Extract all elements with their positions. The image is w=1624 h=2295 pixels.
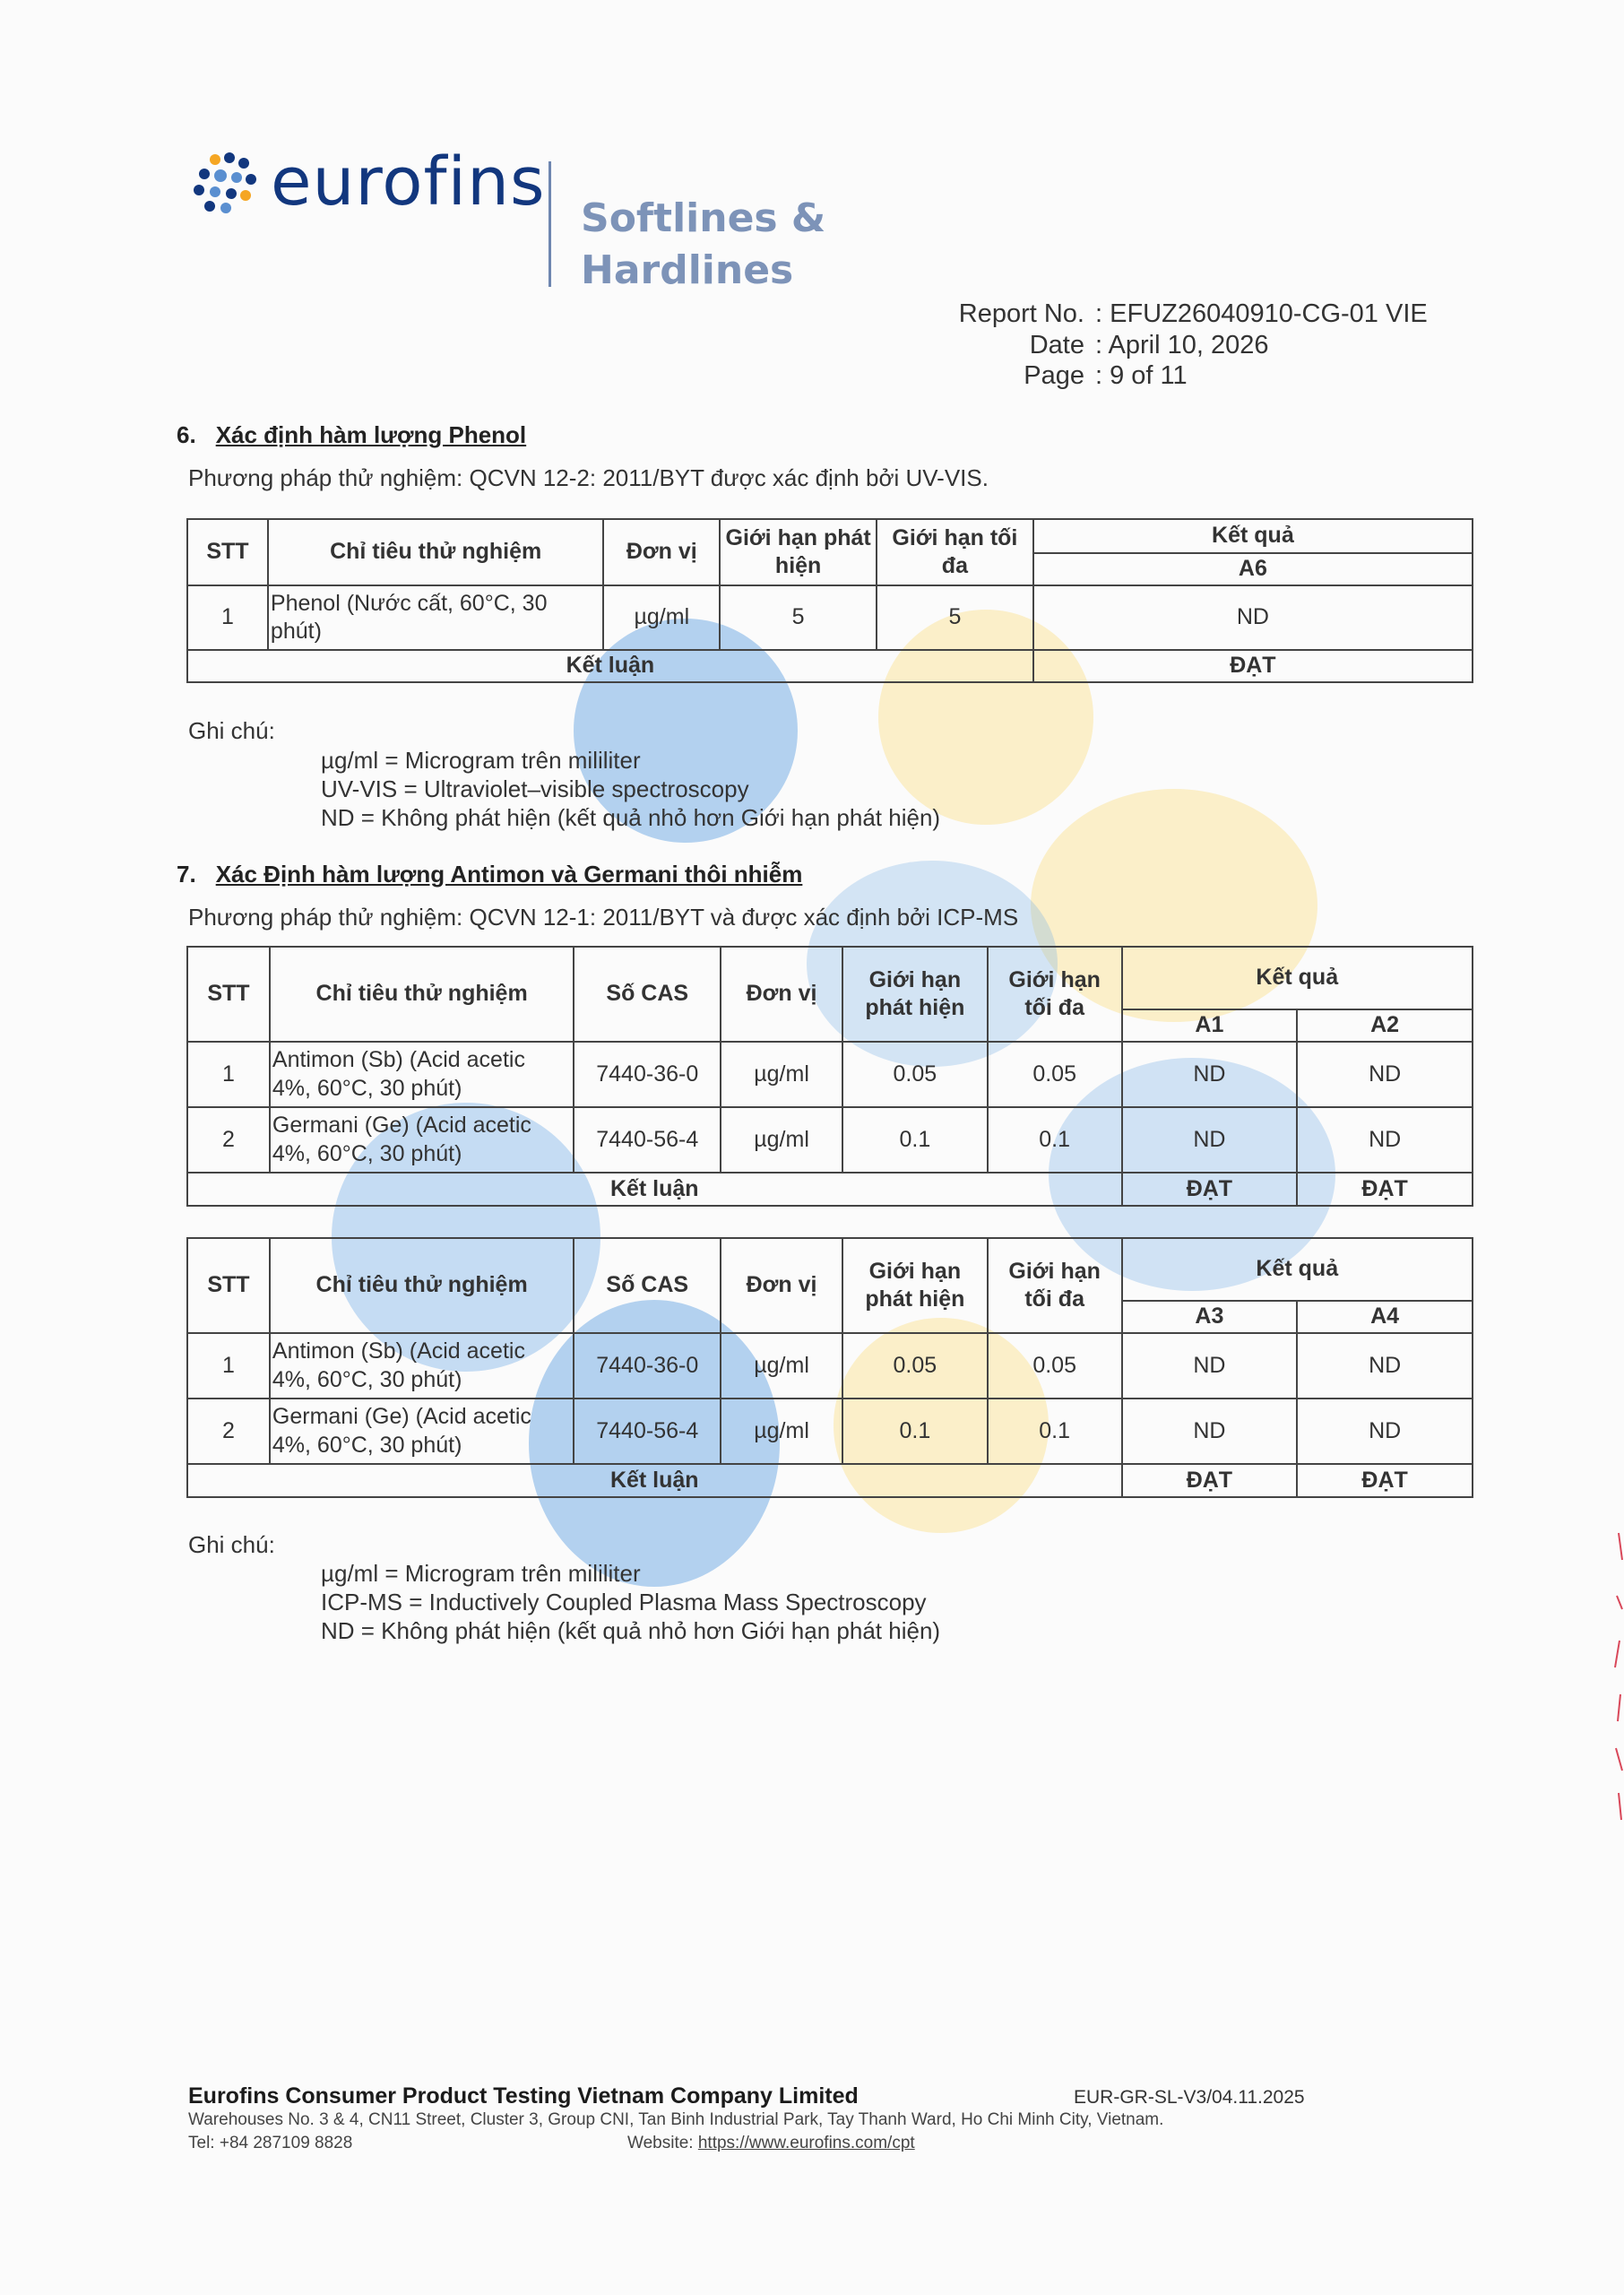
cell-result-a3: ND xyxy=(1122,1333,1298,1399)
col-cas: Số CAS xyxy=(574,947,721,1042)
report-meta-values xyxy=(1095,299,1472,398)
conclusion-label: Kết luận xyxy=(187,1464,1122,1497)
section-6-note: µg/ml = Microgram trên mililiter xyxy=(321,747,641,774)
section-7-note: ND = Không phát hiện (kết quả nhỏ hơn Giới hạn phát hiện) xyxy=(321,1617,941,1644)
cell-cas: 7440-36-0 xyxy=(574,1042,721,1107)
col-cas: Số CAS xyxy=(574,1238,721,1333)
cell-result-a1: ND xyxy=(1122,1107,1298,1173)
footer-form-code: EUR-GR-SL-V3/04.11.2025 xyxy=(1074,2087,1305,2108)
cell-test-item: Antimon (Sb) (Acid acetic 4%, 60°C, 30 phút) xyxy=(270,1333,574,1399)
section-6-method: Phương pháp thử nghiệm: QCVN 12-2: 2011/BYT được xác định bởi UV-VIS. xyxy=(188,464,989,491)
col-lod: Giới hạn phát hiện xyxy=(720,519,877,585)
report-meta-labels xyxy=(860,299,1084,398)
footer-website-label: Website: xyxy=(627,2134,694,2152)
table-row xyxy=(187,1333,1473,1399)
col-stt: STT xyxy=(187,519,268,585)
cell-max: 5 xyxy=(877,585,1033,650)
phenol-table xyxy=(186,518,1473,683)
table-row xyxy=(187,585,1473,650)
col-test-item: Chỉ tiêu thử nghiệm xyxy=(268,519,603,585)
cell-lod: 5 xyxy=(720,585,877,650)
date-label: Date xyxy=(1029,331,1084,359)
cell-lod: 0.1 xyxy=(842,1107,988,1173)
section-6-note: UV-VIS = Ultraviolet–visible spectroscopy xyxy=(321,775,749,802)
conclusion-value: ĐẠT xyxy=(1033,650,1473,682)
cell-stt: 2 xyxy=(187,1107,270,1173)
col-sample-a3: A3 xyxy=(1122,1301,1298,1333)
footer-tel: Tel: +84 287109 8828 xyxy=(188,2134,353,2152)
section-6-number: 6. xyxy=(177,421,196,448)
cell-result-a2: ND xyxy=(1297,1042,1473,1107)
eurofins-logo xyxy=(188,143,546,224)
col-max: Giới hạn tối đa xyxy=(877,519,1033,585)
col-stt: STT xyxy=(187,947,270,1042)
brand-line-2: Hardlines xyxy=(581,247,794,293)
cell-max: 0.05 xyxy=(988,1042,1122,1107)
section-6-notes-heading: Ghi chú: xyxy=(188,717,275,744)
page-value: : 9 of 11 xyxy=(1095,361,1188,390)
col-stt: STT xyxy=(187,1238,270,1333)
antimon-germani-table-1 xyxy=(186,946,1473,1207)
col-sample-a1: A1 xyxy=(1122,1009,1298,1042)
section-7-title xyxy=(177,861,802,888)
cell-max: 0.05 xyxy=(988,1333,1122,1399)
antimon-germani-table-2 xyxy=(186,1237,1473,1498)
cell-max: 0.1 xyxy=(988,1107,1122,1173)
cell-result-a3: ND xyxy=(1122,1399,1298,1464)
cell-test-item: Phenol (Nước cất, 60°C, 30 phút) xyxy=(268,585,603,650)
partial-stamp-icon xyxy=(1611,1524,1624,1829)
section-7-note: ICP-MS = Inductively Coupled Plasma Mass Spectroscopy xyxy=(321,1589,927,1615)
col-test-item: Chỉ tiêu thử nghiệm xyxy=(270,947,574,1042)
col-lod: Giới hạn phát hiện xyxy=(842,947,988,1042)
conclusion-value-a3: ĐẠT xyxy=(1122,1464,1298,1497)
conclusion-label: Kết luận xyxy=(187,650,1033,682)
cell-stt: 2 xyxy=(187,1399,270,1464)
section-7-number: 7. xyxy=(177,861,196,888)
eurofins-logo-icon xyxy=(188,151,262,224)
cell-stt: 1 xyxy=(187,1042,270,1107)
header-divider xyxy=(549,161,551,287)
conclusion-value-a4: ĐẠT xyxy=(1297,1464,1473,1497)
report-no-value: : EFUZ26040910-CG-01 VIE xyxy=(1095,299,1428,328)
cell-test-item: Antimon (Sb) (Acid acetic 4%, 60°C, 30 phút) xyxy=(270,1042,574,1107)
table-row xyxy=(187,1107,1473,1173)
col-unit: Đơn vị xyxy=(721,947,842,1042)
report-no-label: Report No. xyxy=(958,299,1084,328)
col-sample-a4: A4 xyxy=(1297,1301,1473,1333)
cell-cas: 7440-56-4 xyxy=(574,1399,721,1464)
col-unit: Đơn vị xyxy=(721,1238,842,1333)
section-6-note: ND = Không phát hiện (kết quả nhỏ hơn Giới hạn phát hiện) xyxy=(321,804,941,831)
cell-result-a4: ND xyxy=(1297,1333,1473,1399)
cell-result: ND xyxy=(1033,585,1473,650)
table-row xyxy=(187,1042,1473,1107)
footer-address: Warehouses No. 3 & 4, CN11 Street, Cluster 3, Group CNI, Tan Binh Industrial Park, Tay Thanh Ward, Ho Chi Minh City, Vietnam. xyxy=(188,2110,1164,2129)
cell-test-item: Germani (Ge) (Acid acetic 4%, 60°C, 30 phút) xyxy=(270,1107,574,1173)
col-lod: Giới hạn phát hiện xyxy=(842,1238,988,1333)
conclusion-row xyxy=(187,1464,1473,1497)
conclusion-value-a1: ĐẠT xyxy=(1122,1173,1298,1206)
cell-max: 0.1 xyxy=(988,1399,1122,1464)
col-sample-a6: A6 xyxy=(1033,553,1473,585)
col-max: Giới hạn tối đa xyxy=(988,947,1122,1042)
col-unit: Đơn vị xyxy=(603,519,720,585)
section-7-method: Phương pháp thử nghiệm: QCVN 12-1: 2011/BYT và được xác định bởi ICP-MS xyxy=(188,904,1019,931)
section-7-note: µg/ml = Microgram trên mililiter xyxy=(321,1560,641,1587)
cell-cas: 7440-36-0 xyxy=(574,1333,721,1399)
footer-website xyxy=(627,2134,915,2153)
cell-stt: 1 xyxy=(187,585,268,650)
conclusion-value-a2: ĐẠT xyxy=(1297,1173,1473,1206)
cell-lod: 0.1 xyxy=(842,1399,988,1464)
col-test-item: Chỉ tiêu thử nghiệm xyxy=(270,1238,574,1333)
cell-result-a1: ND xyxy=(1122,1042,1298,1107)
conclusion-row xyxy=(187,650,1473,682)
section-6-title-text: Xác định hàm lượng Phenol xyxy=(215,421,527,448)
col-sample-a2: A2 xyxy=(1297,1009,1473,1042)
table-row xyxy=(187,1399,1473,1464)
col-result: Kết quả xyxy=(1033,519,1473,553)
col-result: Kết quả xyxy=(1122,947,1473,1009)
cell-result-a2: ND xyxy=(1297,1107,1473,1173)
section-6-title xyxy=(177,421,526,449)
logo-text: eurofins xyxy=(271,143,546,221)
conclusion-label: Kết luận xyxy=(187,1173,1122,1206)
cell-test-item: Germani (Ge) (Acid acetic 4%, 60°C, 30 phút) xyxy=(270,1399,574,1464)
cell-lod: 0.05 xyxy=(842,1042,988,1107)
cell-unit: µg/ml xyxy=(603,585,720,650)
col-max: Giới hạn tối đa xyxy=(988,1238,1122,1333)
cell-unit: µg/ml xyxy=(721,1333,842,1399)
section-7-notes-heading: Ghi chú: xyxy=(188,1531,275,1558)
conclusion-row xyxy=(187,1173,1473,1206)
section-7-title-text: Xác Định hàm lượng Antimon và Germani thôi nhiễm xyxy=(215,861,803,888)
cell-result-a4: ND xyxy=(1297,1399,1473,1464)
page-label: Page xyxy=(1024,361,1084,390)
footer-company: Eurofins Consumer Product Testing Vietnam Company Limited xyxy=(188,2083,859,2109)
cell-lod: 0.05 xyxy=(842,1333,988,1399)
cell-cas: 7440-56-4 xyxy=(574,1107,721,1173)
cell-unit: µg/ml xyxy=(721,1107,842,1173)
footer-website-link[interactable]: https://www.eurofins.com/cpt xyxy=(697,2134,915,2152)
cell-unit: µg/ml xyxy=(721,1399,842,1464)
col-result: Kết quả xyxy=(1122,1238,1473,1301)
brand-line-1: Softlines & xyxy=(581,195,826,241)
cell-unit: µg/ml xyxy=(721,1042,842,1107)
cell-stt: 1 xyxy=(187,1333,270,1399)
date-value: : April 10, 2026 xyxy=(1095,331,1269,359)
